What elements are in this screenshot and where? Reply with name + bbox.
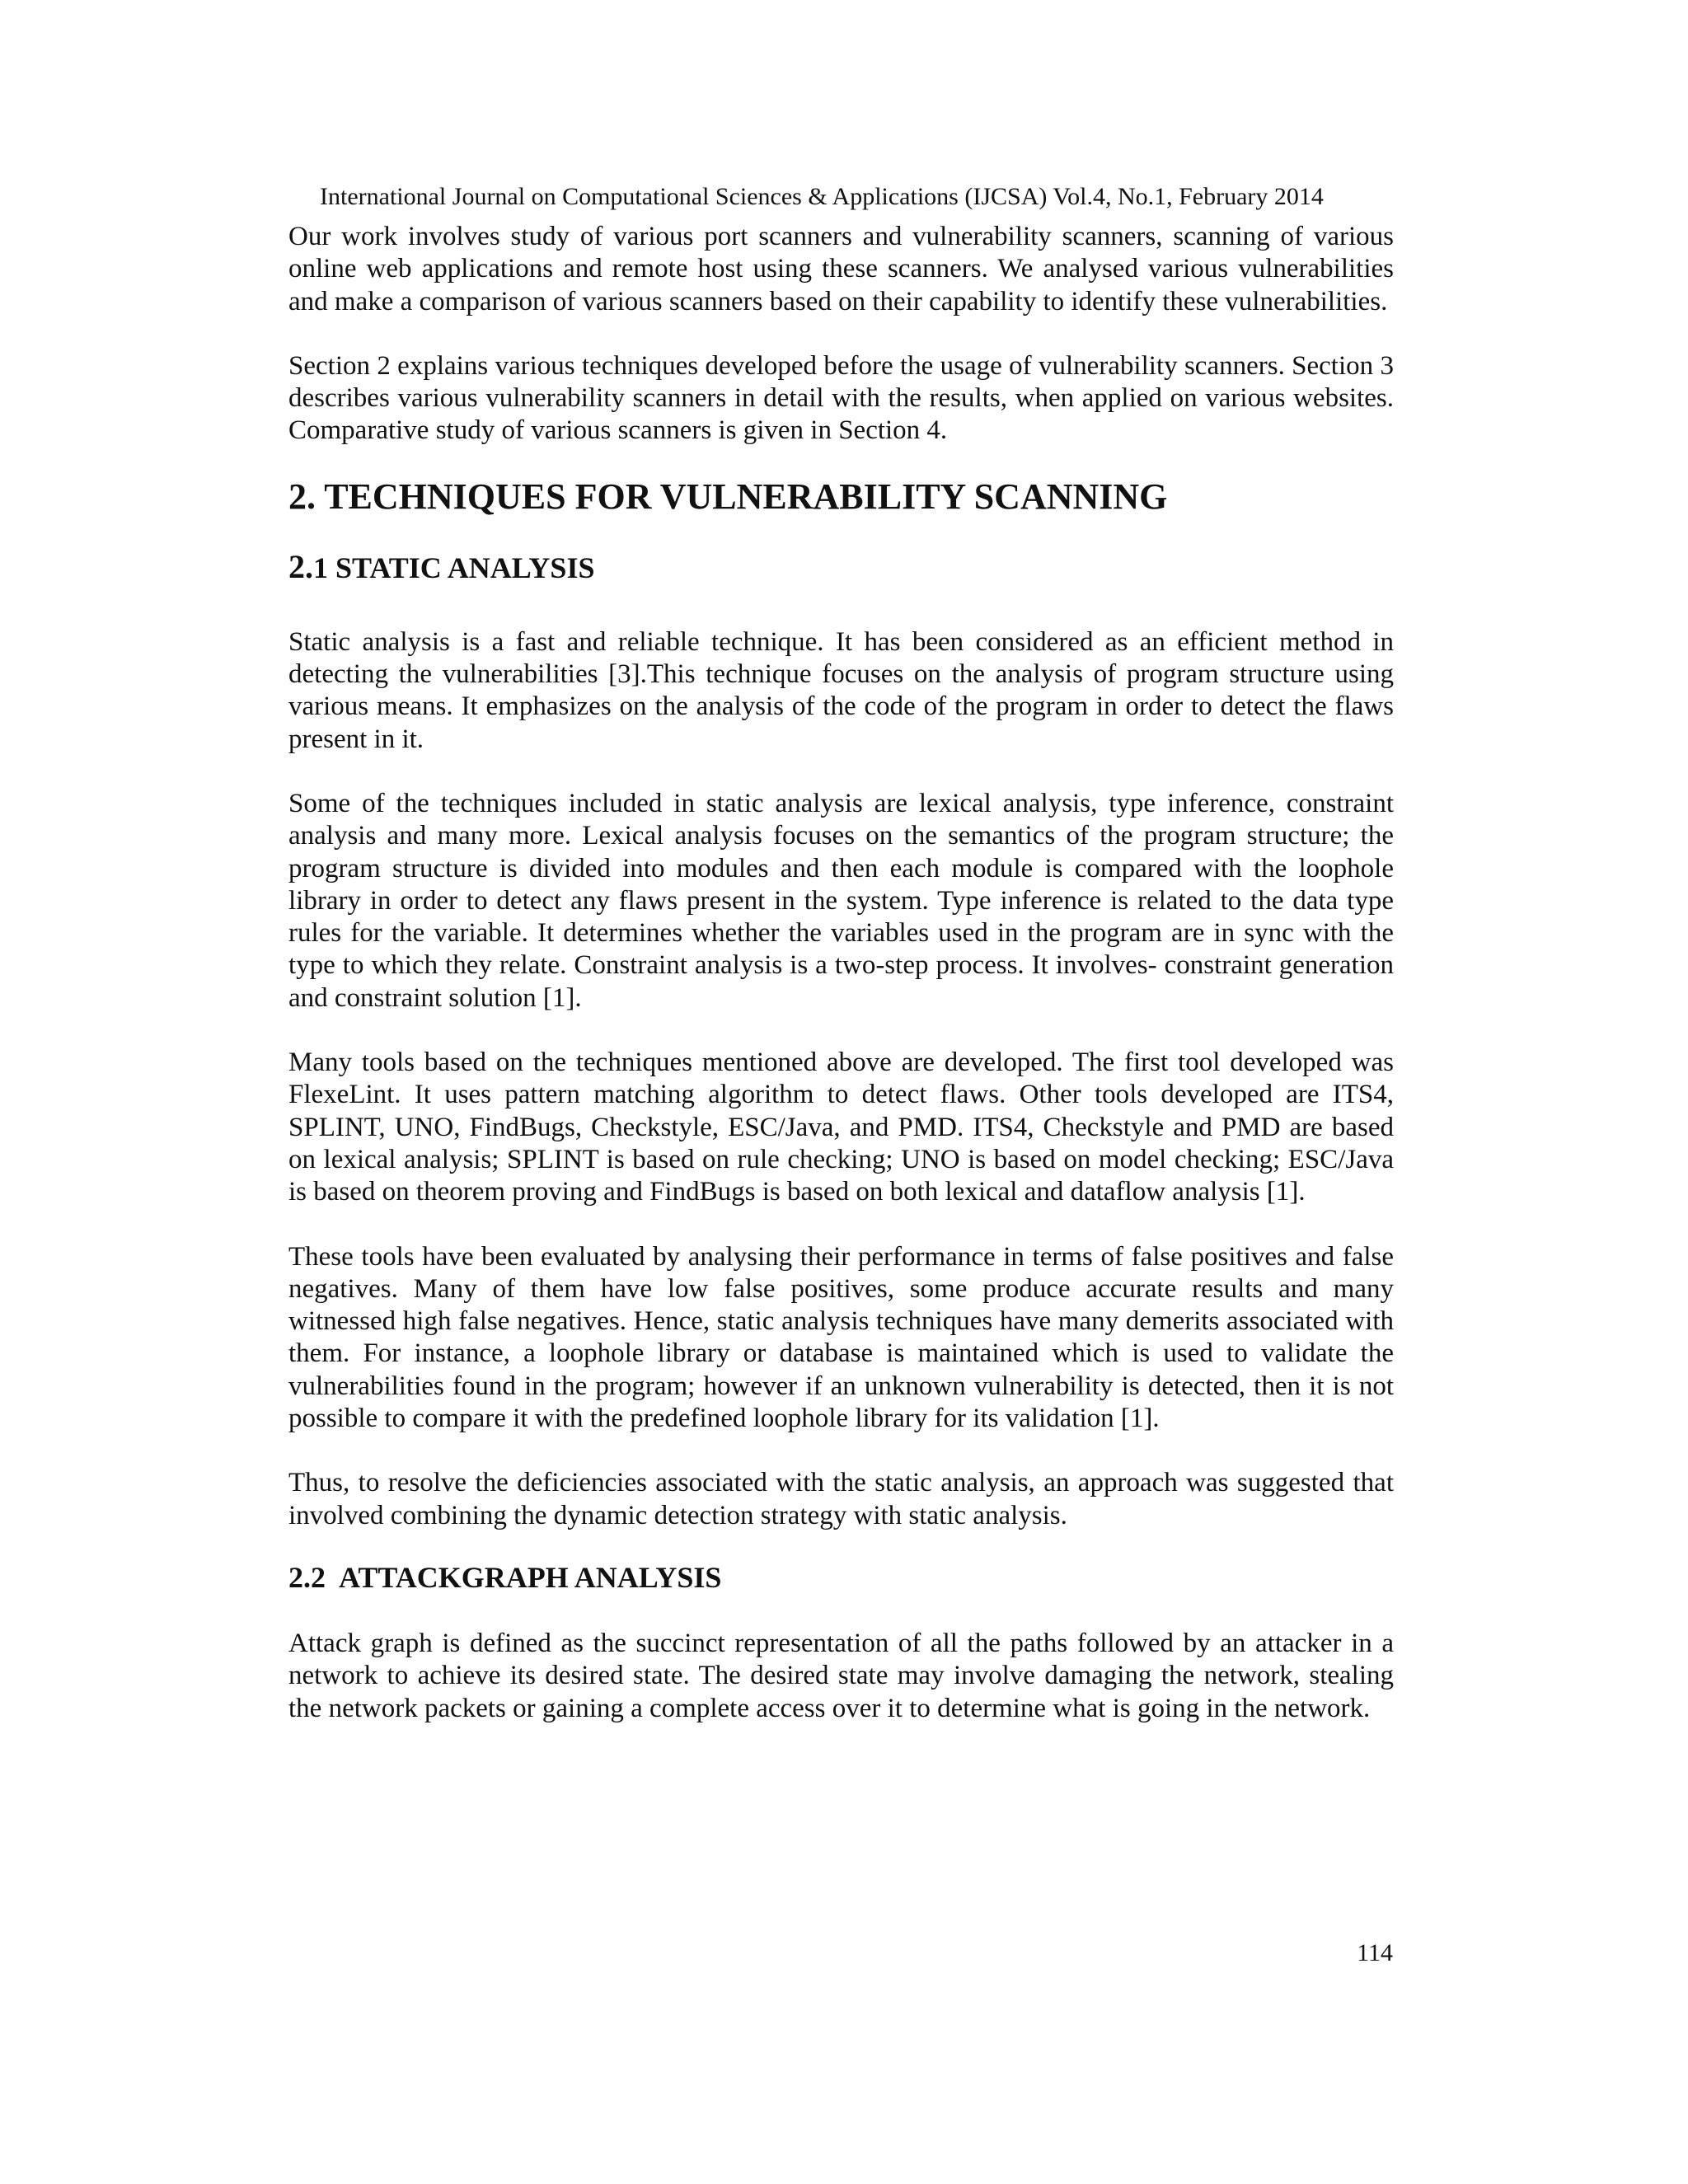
static-analysis-paragraph-2: Some of the techniques included in static analysis are lexical analysis, type inference, constraint analysis and many more. Lexical analysis focuses on the semantics of the program structure; the program structure is divided into modules and then each module is compared with the loophole library in order to detect any flaws present in the system. Type inference is related to the data type rules for the variable. It determines whether the variables used in the program are in sync with the type to which they relate. Constraint analysis is a two-step process. It involves- constraint generation and constraint solution [1]. xyxy=(288,788,1394,1013)
intro-paragraph-1: Our work involves study of various port scanners and vulnerability scanners, scanning of various online web applications and remote host using these scanners. We analysed various vulnerabilities and make a comparison of various scanners based on their capability to identify these vulnerabilities. xyxy=(288,222,1394,316)
intro-paragraph-2: Section 2 explains various techniques developed before the usage of vulnerability scanners. Section 3 describes various vulnerability scanners in detail with the results, when applied on various websites. Comparative study of various scanners is given in Section 4. xyxy=(288,350,1394,446)
section-2-heading: 2. TECHNIQUES FOR VULNERABILITY SCANNING xyxy=(288,476,1168,517)
subsection-2-1-title: 1 STATIC ANALYSIS xyxy=(313,551,595,584)
subsection-2-1-heading xyxy=(288,546,1394,588)
page-body xyxy=(288,221,1394,1725)
page-number: 114 xyxy=(1357,1939,1393,1966)
subsection-2-1-number: 2. xyxy=(288,547,313,585)
subsection-2-2-heading: 2.2 ATTACKGRAPH ANALYSIS xyxy=(288,1560,722,1594)
attackgraph-paragraph-1: Attack graph is defined as the succinct representation of all the paths followed by an attacker in a network to achieve its desired state. The desired state may involve damaging the network, stealing the network packets or gaining a complete access over it to determine what is going in the network. xyxy=(288,1628,1394,1723)
journal-running-header: International Journal on Computational Sciences & Applications (IJCSA) Vol.4, No.1, February 2014 xyxy=(320,183,1324,210)
static-analysis-paragraph-3: Many tools based on the techniques mentioned above are developed. The first tool developed was FlexeLint. It uses pattern matching algorithm to detect flaws. Other tools developed are ITS4, SPLINT, UNO, FindBugs, Checkstyle, ESC/Java, and PMD. ITS4, Checkstyle and PMD are based on lexical analysis; SPLINT is based on rule checking; UNO is based on model checking; ESC/Java is based on theorem proving and FindBugs is based on both lexical and dataflow analysis [1]. xyxy=(288,1047,1394,1207)
static-analysis-paragraph-5: Thus, to resolve the deficiencies associated with the static analysis, an approach was suggested that involved combining the dynamic detection strategy with static analysis. xyxy=(288,1468,1394,1530)
static-analysis-paragraph-4: These tools have been evaluated by analysing their performance in terms of false positives and false negatives. Many of them have low false positives, some produce accurate results and many witnessed high false negatives. Hence, static analysis techniques have many demerits associated with them. For instance, a loophole library or database is maintained which is used to validate the vulnerabilities found in the program; however if an unknown vulnerability is detected, then it is not possible to compare it with the predefined loophole library for its validation [1]. xyxy=(288,1241,1394,1434)
static-analysis-paragraph-1: Static analysis is a fast and reliable technique. It has been considered as an efficient method in detecting the vulnerabilities [3].This technique focuses on the analysis of program structure using various means. It emphasizes on the analysis of the code of the program in order to detect the flaws present in it. xyxy=(288,626,1394,754)
